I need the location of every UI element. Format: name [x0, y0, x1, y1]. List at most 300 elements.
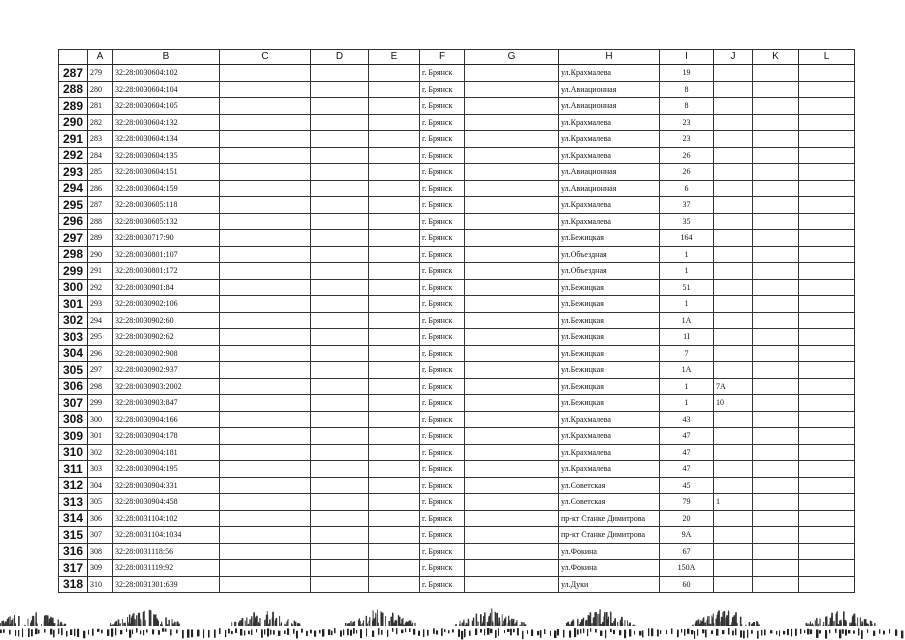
cell-g[interactable] [465, 395, 559, 412]
cell-a[interactable]: 297 [88, 362, 113, 379]
cell-l[interactable] [799, 527, 855, 544]
cell-j[interactable] [714, 131, 753, 148]
cell-i[interactable]: 23 [660, 131, 714, 148]
cell-f[interactable]: г. Брянск [420, 543, 465, 560]
cell-c[interactable] [220, 312, 311, 329]
cell-f[interactable]: г. Брянск [420, 131, 465, 148]
cell-g[interactable] [465, 65, 559, 82]
cell-a[interactable]: 285 [88, 164, 113, 181]
cell-e[interactable] [369, 543, 420, 560]
cell-c[interactable] [220, 362, 311, 379]
cell-e[interactable] [369, 378, 420, 395]
cell-h[interactable]: ул.Советская [559, 477, 660, 494]
cell-b[interactable]: 32:28:0030904:331 [113, 477, 220, 494]
cell-c[interactable] [220, 494, 311, 511]
cell-d[interactable] [311, 65, 369, 82]
cell-d[interactable] [311, 494, 369, 511]
cell-i[interactable]: 7 [660, 345, 714, 362]
cell-e[interactable] [369, 345, 420, 362]
cell-e[interactable] [369, 362, 420, 379]
cell-k[interactable] [753, 576, 799, 593]
cell-d[interactable] [311, 428, 369, 445]
cell-i[interactable]: 45 [660, 477, 714, 494]
cell-c[interactable] [220, 65, 311, 82]
cell-b[interactable]: 32:28:0030604:134 [113, 131, 220, 148]
cell-f[interactable]: г. Брянск [420, 527, 465, 544]
cell-c[interactable] [220, 197, 311, 214]
row-number[interactable]: 305 [59, 362, 88, 379]
cell-c[interactable] [220, 180, 311, 197]
cell-c[interactable] [220, 98, 311, 115]
cell-b[interactable]: 32:28:0030717:90 [113, 230, 220, 247]
cell-b[interactable]: 32:28:0030605:118 [113, 197, 220, 214]
cell-g[interactable] [465, 131, 559, 148]
cell-g[interactable] [465, 543, 559, 560]
cell-k[interactable] [753, 246, 799, 263]
column-header-h[interactable]: H [559, 50, 660, 65]
cell-c[interactable] [220, 81, 311, 98]
cell-d[interactable] [311, 560, 369, 577]
cell-f[interactable]: г. Брянск [420, 444, 465, 461]
cell-e[interactable] [369, 81, 420, 98]
cell-j[interactable] [714, 296, 753, 313]
cell-a[interactable]: 303 [88, 461, 113, 478]
cell-b[interactable]: 32:28:0030904:458 [113, 494, 220, 511]
cell-a[interactable]: 302 [88, 444, 113, 461]
cell-d[interactable] [311, 147, 369, 164]
cell-j[interactable] [714, 461, 753, 478]
cell-k[interactable] [753, 81, 799, 98]
cell-g[interactable] [465, 81, 559, 98]
cell-l[interactable] [799, 114, 855, 131]
cell-i[interactable]: 1 [660, 378, 714, 395]
cell-j[interactable] [714, 329, 753, 346]
cell-b[interactable]: 32:28:0030604:135 [113, 147, 220, 164]
cell-f[interactable]: г. Брянск [420, 494, 465, 511]
cell-b[interactable]: 32:28:0030902:937 [113, 362, 220, 379]
cell-j[interactable] [714, 362, 753, 379]
cell-i[interactable]: 1 [660, 246, 714, 263]
cell-c[interactable] [220, 131, 311, 148]
cell-e[interactable] [369, 395, 420, 412]
cell-e[interactable] [369, 230, 420, 247]
cell-h[interactable]: ул.Крахмалева [559, 114, 660, 131]
cell-k[interactable] [753, 263, 799, 280]
cell-i[interactable]: 23 [660, 114, 714, 131]
cell-e[interactable] [369, 576, 420, 593]
cell-k[interactable] [753, 428, 799, 445]
cell-j[interactable] [714, 263, 753, 280]
cell-b[interactable]: 32:28:0031104:1034 [113, 527, 220, 544]
cell-l[interactable] [799, 395, 855, 412]
cell-j[interactable]: 7А [714, 378, 753, 395]
cell-a[interactable]: 298 [88, 378, 113, 395]
row-number[interactable]: 309 [59, 428, 88, 445]
cell-a[interactable]: 299 [88, 395, 113, 412]
cell-g[interactable] [465, 263, 559, 280]
cell-i[interactable]: 79 [660, 494, 714, 511]
cell-d[interactable] [311, 230, 369, 247]
cell-j[interactable] [714, 114, 753, 131]
cell-f[interactable]: г. Брянск [420, 147, 465, 164]
cell-l[interactable] [799, 428, 855, 445]
cell-d[interactable] [311, 461, 369, 478]
cell-i[interactable]: 1І [660, 329, 714, 346]
cell-e[interactable] [369, 510, 420, 527]
cell-e[interactable] [369, 279, 420, 296]
cell-a[interactable]: 296 [88, 345, 113, 362]
cell-f[interactable]: г. Брянск [420, 428, 465, 445]
cell-e[interactable] [369, 296, 420, 313]
cell-e[interactable] [369, 477, 420, 494]
cell-k[interactable] [753, 98, 799, 115]
row-number[interactable]: 298 [59, 246, 88, 263]
cell-l[interactable] [799, 263, 855, 280]
cell-c[interactable] [220, 114, 311, 131]
cell-l[interactable] [799, 345, 855, 362]
cell-l[interactable] [799, 494, 855, 511]
cell-d[interactable] [311, 510, 369, 527]
cell-g[interactable] [465, 246, 559, 263]
cell-b[interactable]: 32:28:0030903:2002 [113, 378, 220, 395]
cell-j[interactable] [714, 279, 753, 296]
cell-b[interactable]: 32:28:0030604:151 [113, 164, 220, 181]
cell-k[interactable] [753, 213, 799, 230]
cell-f[interactable]: г. Брянск [420, 345, 465, 362]
cell-a[interactable]: 282 [88, 114, 113, 131]
column-header-g[interactable]: G [465, 50, 559, 65]
cell-h[interactable]: ул.Бежицкая [559, 362, 660, 379]
cell-f[interactable]: г. Брянск [420, 230, 465, 247]
row-number[interactable]: 291 [59, 131, 88, 148]
cell-k[interactable] [753, 494, 799, 511]
cell-l[interactable] [799, 180, 855, 197]
cell-l[interactable] [799, 362, 855, 379]
cell-c[interactable] [220, 477, 311, 494]
row-number[interactable]: 297 [59, 230, 88, 247]
cell-c[interactable] [220, 345, 311, 362]
cell-d[interactable] [311, 444, 369, 461]
cell-k[interactable] [753, 362, 799, 379]
cell-i[interactable]: 67 [660, 543, 714, 560]
cell-c[interactable] [220, 576, 311, 593]
column-header-l[interactable]: L [799, 50, 855, 65]
cell-e[interactable] [369, 527, 420, 544]
cell-b[interactable]: 32:28:0030605:132 [113, 213, 220, 230]
cell-j[interactable] [714, 576, 753, 593]
cell-h[interactable]: ул.Бежицкая [559, 378, 660, 395]
column-header-b[interactable]: B [113, 50, 220, 65]
row-number[interactable]: 295 [59, 197, 88, 214]
cell-i[interactable]: 150А [660, 560, 714, 577]
cell-l[interactable] [799, 81, 855, 98]
cell-h[interactable]: ул.Авиационная [559, 81, 660, 98]
cell-c[interactable] [220, 246, 311, 263]
cell-k[interactable] [753, 65, 799, 82]
cell-h[interactable]: ул.Авиационная [559, 180, 660, 197]
cell-b[interactable]: 32:28:0031301:639 [113, 576, 220, 593]
cell-e[interactable] [369, 180, 420, 197]
cell-k[interactable] [753, 345, 799, 362]
cell-a[interactable]: 309 [88, 560, 113, 577]
cell-f[interactable]: г. Брянск [420, 296, 465, 313]
cell-a[interactable]: 307 [88, 527, 113, 544]
cell-f[interactable]: г. Брянск [420, 279, 465, 296]
cell-i[interactable]: 20 [660, 510, 714, 527]
row-number[interactable]: 310 [59, 444, 88, 461]
cell-c[interactable] [220, 560, 311, 577]
cell-j[interactable] [714, 560, 753, 577]
cell-h[interactable]: ул.Дуки [559, 576, 660, 593]
cell-g[interactable] [465, 147, 559, 164]
row-number[interactable]: 316 [59, 543, 88, 560]
cell-k[interactable] [753, 378, 799, 395]
cell-l[interactable] [799, 98, 855, 115]
cell-a[interactable]: 284 [88, 147, 113, 164]
cell-b[interactable]: 32:28:0030904:181 [113, 444, 220, 461]
cell-j[interactable]: 10 [714, 395, 753, 412]
cell-i[interactable]: 26 [660, 164, 714, 181]
cell-d[interactable] [311, 180, 369, 197]
cell-i[interactable]: 9А [660, 527, 714, 544]
row-number[interactable]: 311 [59, 461, 88, 478]
cell-l[interactable] [799, 131, 855, 148]
cell-g[interactable] [465, 461, 559, 478]
cell-a[interactable]: 287 [88, 197, 113, 214]
cell-g[interactable] [465, 230, 559, 247]
cell-d[interactable] [311, 246, 369, 263]
cell-a[interactable]: 294 [88, 312, 113, 329]
row-number[interactable]: 315 [59, 527, 88, 544]
cell-k[interactable] [753, 279, 799, 296]
row-number[interactable]: 300 [59, 279, 88, 296]
cell-j[interactable] [714, 477, 753, 494]
cell-l[interactable] [799, 543, 855, 560]
cell-b[interactable]: 32:28:0030902:60 [113, 312, 220, 329]
cell-e[interactable] [369, 213, 420, 230]
cell-g[interactable] [465, 312, 559, 329]
cell-h[interactable]: ул.Фокина [559, 543, 660, 560]
row-number[interactable]: 304 [59, 345, 88, 362]
cell-b[interactable]: 32:28:0031119:92 [113, 560, 220, 577]
cell-i[interactable]: 37 [660, 197, 714, 214]
cell-f[interactable]: г. Брянск [420, 263, 465, 280]
cell-a[interactable]: 301 [88, 428, 113, 445]
cell-b[interactable]: 32:28:0030904:166 [113, 411, 220, 428]
cell-f[interactable]: г. Брянск [420, 477, 465, 494]
cell-f[interactable]: г. Брянск [420, 510, 465, 527]
row-number[interactable]: 292 [59, 147, 88, 164]
cell-h[interactable]: пр-кт Станке Димитрова [559, 510, 660, 527]
cell-f[interactable]: г. Брянск [420, 65, 465, 82]
cell-e[interactable] [369, 461, 420, 478]
cell-d[interactable] [311, 279, 369, 296]
cell-j[interactable] [714, 147, 753, 164]
cell-d[interactable] [311, 296, 369, 313]
cell-h[interactable]: ул.Крахмалева [559, 461, 660, 478]
cell-c[interactable] [220, 329, 311, 346]
cell-i[interactable]: 1 [660, 296, 714, 313]
cell-h[interactable]: ул.Крахмалева [559, 213, 660, 230]
row-number[interactable]: 308 [59, 411, 88, 428]
cell-d[interactable] [311, 114, 369, 131]
column-header-a[interactable]: A [88, 50, 113, 65]
cell-b[interactable]: 32:28:0030801:107 [113, 246, 220, 263]
cell-f[interactable]: г. Брянск [420, 395, 465, 412]
cell-a[interactable]: 293 [88, 296, 113, 313]
column-header-i[interactable]: I [660, 50, 714, 65]
cell-h[interactable]: ул.Крахмалева [559, 411, 660, 428]
cell-i[interactable]: 8 [660, 98, 714, 115]
row-number[interactable]: 314 [59, 510, 88, 527]
cell-f[interactable]: г. Брянск [420, 246, 465, 263]
cell-i[interactable]: 26 [660, 147, 714, 164]
cell-c[interactable] [220, 395, 311, 412]
cell-g[interactable] [465, 213, 559, 230]
cell-b[interactable]: 32:28:0030902:62 [113, 329, 220, 346]
cell-l[interactable] [799, 461, 855, 478]
cell-d[interactable] [311, 98, 369, 115]
cell-a[interactable]: 291 [88, 263, 113, 280]
cell-k[interactable] [753, 329, 799, 346]
cell-i[interactable]: 1 [660, 395, 714, 412]
cell-h[interactable]: ул.Бежицкая [559, 296, 660, 313]
cell-f[interactable]: г. Брянск [420, 362, 465, 379]
cell-e[interactable] [369, 131, 420, 148]
column-header-j[interactable]: J [714, 50, 753, 65]
cell-b[interactable]: 32:28:0030604:104 [113, 81, 220, 98]
cell-g[interactable] [465, 345, 559, 362]
cell-h[interactable]: ул.Фокина [559, 560, 660, 577]
cell-g[interactable] [465, 527, 559, 544]
cell-k[interactable] [753, 444, 799, 461]
cell-c[interactable] [220, 444, 311, 461]
cell-c[interactable] [220, 263, 311, 280]
cell-e[interactable] [369, 197, 420, 214]
cell-a[interactable]: 280 [88, 81, 113, 98]
cell-c[interactable] [220, 230, 311, 247]
cell-j[interactable] [714, 527, 753, 544]
cell-a[interactable]: 304 [88, 477, 113, 494]
cell-h[interactable]: ул.Бежицкая [559, 230, 660, 247]
cell-i[interactable]: 1 [660, 263, 714, 280]
row-number[interactable]: 290 [59, 114, 88, 131]
cell-k[interactable] [753, 560, 799, 577]
cell-c[interactable] [220, 147, 311, 164]
cell-c[interactable] [220, 411, 311, 428]
cell-b[interactable]: 32:28:0030904:178 [113, 428, 220, 445]
cell-f[interactable]: г. Брянск [420, 560, 465, 577]
cell-c[interactable] [220, 213, 311, 230]
cell-e[interactable] [369, 428, 420, 445]
cell-e[interactable] [369, 312, 420, 329]
cell-k[interactable] [753, 395, 799, 412]
row-number[interactable]: 307 [59, 395, 88, 412]
cell-k[interactable] [753, 131, 799, 148]
cell-j[interactable] [714, 230, 753, 247]
cell-b[interactable]: 32:28:0030604:102 [113, 65, 220, 82]
cell-e[interactable] [369, 114, 420, 131]
cell-l[interactable] [799, 576, 855, 593]
cell-d[interactable] [311, 527, 369, 544]
cell-a[interactable]: 286 [88, 180, 113, 197]
cell-h[interactable]: пр-кт Станке Димитрова [559, 527, 660, 544]
cell-l[interactable] [799, 329, 855, 346]
row-number[interactable]: 303 [59, 329, 88, 346]
cell-e[interactable] [369, 494, 420, 511]
cell-g[interactable] [465, 576, 559, 593]
cell-d[interactable] [311, 197, 369, 214]
cell-g[interactable] [465, 477, 559, 494]
cell-l[interactable] [799, 444, 855, 461]
cell-j[interactable] [714, 180, 753, 197]
cell-i[interactable]: 1А [660, 312, 714, 329]
cell-j[interactable] [714, 197, 753, 214]
cell-e[interactable] [369, 444, 420, 461]
cell-f[interactable]: г. Брянск [420, 81, 465, 98]
cell-a[interactable]: 283 [88, 131, 113, 148]
row-number[interactable]: 302 [59, 312, 88, 329]
cell-h[interactable]: ул.Крахмалева [559, 147, 660, 164]
cell-i[interactable]: 164 [660, 230, 714, 247]
cell-h[interactable]: ул.Крахмалева [559, 131, 660, 148]
cell-g[interactable] [465, 164, 559, 181]
row-number[interactable]: 294 [59, 180, 88, 197]
cell-a[interactable]: 310 [88, 576, 113, 593]
cell-e[interactable] [369, 329, 420, 346]
cell-l[interactable] [799, 230, 855, 247]
cell-d[interactable] [311, 329, 369, 346]
cell-e[interactable] [369, 560, 420, 577]
cell-j[interactable] [714, 81, 753, 98]
cell-i[interactable]: 35 [660, 213, 714, 230]
row-number[interactable]: 287 [59, 65, 88, 82]
cell-k[interactable] [753, 164, 799, 181]
column-header-d[interactable]: D [311, 50, 369, 65]
cell-f[interactable]: г. Брянск [420, 180, 465, 197]
cell-l[interactable] [799, 213, 855, 230]
cell-h[interactable]: ул.Объездная [559, 246, 660, 263]
cell-g[interactable] [465, 279, 559, 296]
cell-a[interactable]: 306 [88, 510, 113, 527]
cell-e[interactable] [369, 98, 420, 115]
cell-f[interactable]: г. Брянск [420, 411, 465, 428]
cell-k[interactable] [753, 197, 799, 214]
cell-h[interactable]: ул.Крахмалева [559, 65, 660, 82]
row-number[interactable]: 288 [59, 81, 88, 98]
column-header-e[interactable]: E [369, 50, 420, 65]
cell-l[interactable] [799, 246, 855, 263]
cell-g[interactable] [465, 180, 559, 197]
cell-a[interactable]: 300 [88, 411, 113, 428]
cell-c[interactable] [220, 527, 311, 544]
cell-h[interactable]: ул.Бежицкая [559, 329, 660, 346]
cell-l[interactable] [799, 279, 855, 296]
cell-e[interactable] [369, 164, 420, 181]
row-number[interactable]: 312 [59, 477, 88, 494]
cell-j[interactable] [714, 411, 753, 428]
cell-j[interactable] [714, 428, 753, 445]
cell-i[interactable]: 47 [660, 461, 714, 478]
cell-a[interactable]: 289 [88, 230, 113, 247]
cell-b[interactable]: 32:28:0030604:159 [113, 180, 220, 197]
cell-l[interactable] [799, 477, 855, 494]
cell-j[interactable] [714, 543, 753, 560]
cell-c[interactable] [220, 461, 311, 478]
cell-k[interactable] [753, 411, 799, 428]
cell-d[interactable] [311, 131, 369, 148]
cell-k[interactable] [753, 147, 799, 164]
